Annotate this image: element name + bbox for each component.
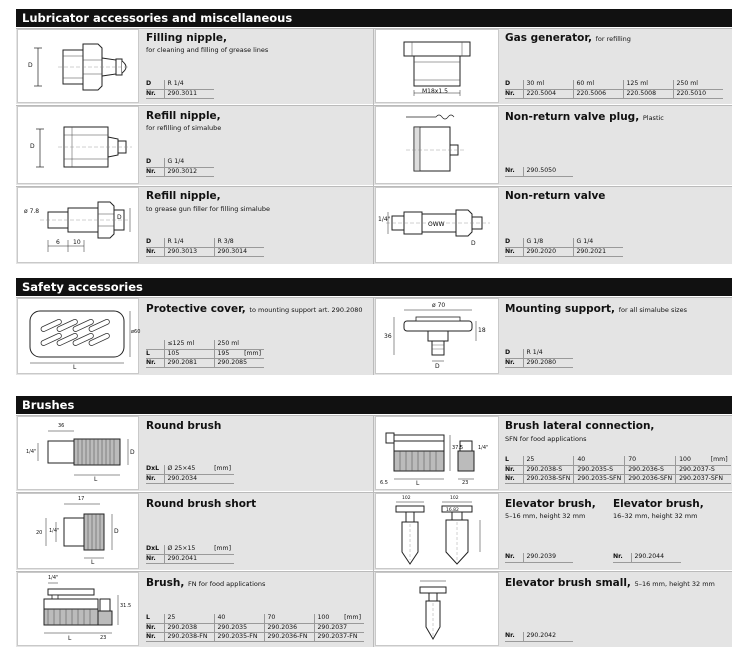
dim-14-label: 1/4" bbox=[48, 575, 59, 581]
non-return-valve-table: D G 1/8 G 1/4 Nr. 290.2020 290.2021 bbox=[505, 238, 623, 257]
dim-6-label: 6 bbox=[56, 239, 60, 246]
round-brush-drawing bbox=[17, 416, 139, 490]
brush-fn-drawing bbox=[17, 572, 139, 646]
round-brush-table: DxL Ø 25×45 [mm] Nr. 290.2034 bbox=[146, 465, 234, 484]
non-return-valve-title: Non-return valve bbox=[505, 190, 606, 202]
dim-20-label: 20 bbox=[36, 530, 43, 536]
non-return-valve-drawing bbox=[375, 187, 499, 263]
gas-generator-title: Gas generator, for refilling bbox=[505, 32, 631, 44]
filling-nipple-table: D R 1/4 Nr. 290.3011 bbox=[146, 80, 214, 99]
dim-14-label: 1/4" bbox=[478, 445, 489, 451]
dim-thread-label: M18x1.5 bbox=[422, 88, 448, 95]
dim-65-label: 6.5 bbox=[380, 480, 388, 486]
round-brush-short-drawing bbox=[17, 493, 139, 569]
elevator-brush-drawing bbox=[375, 493, 499, 569]
gas-generator-drawing bbox=[375, 29, 499, 103]
non-return-plug-drawing bbox=[375, 106, 499, 184]
brush-lateral-drawing bbox=[375, 416, 499, 490]
dim-phi70-label: ø 70 bbox=[432, 302, 446, 309]
dim-l-label: L bbox=[416, 480, 420, 487]
non-return-plug-title: Non-return valve plug, Plastic bbox=[505, 111, 664, 123]
brush-lateral-desc: SFN for food applications bbox=[505, 435, 587, 443]
dim-d-label: D bbox=[435, 363, 440, 370]
elevator-brush-1-desc: 5–16 mm, height 32 mm bbox=[505, 512, 586, 520]
svg-text:OWW: OWW bbox=[428, 221, 445, 228]
mounting-support-title: Mounting support, for all simalube sizes bbox=[505, 303, 687, 315]
brush-fn-title: Brush, FN for food applications bbox=[146, 577, 266, 589]
dim-102a-label: 102 bbox=[402, 496, 411, 501]
dim-14-label: 1/4" bbox=[378, 216, 391, 223]
refill-nipple-grease-desc: to grease gun filler for filling simalube bbox=[146, 205, 270, 213]
elevator-brush-1-table: Nr. 290.2039 bbox=[505, 553, 573, 563]
elevator-brush-2-table: Nr. 290.2044 bbox=[613, 553, 681, 563]
filling-nipple-title: Filling nipple, bbox=[146, 32, 228, 44]
dim-36-label: 36 bbox=[58, 423, 65, 429]
dim-d-label: D bbox=[117, 214, 122, 221]
dim-h-label: ø60 bbox=[131, 329, 141, 335]
brush-fn-table: L 25 40 70 100 [mm] Nr. 290.2038 290.2035 290.2036 290.2037 Nr. 290.2038-FN 290.2035-FN 290.2036-FN 290.2037-FN bbox=[146, 614, 364, 642]
dim-23-label: 23 bbox=[100, 635, 107, 641]
dim-d-label: D bbox=[130, 449, 135, 456]
filling-nipple-desc: for cleaning and filling of grease lines bbox=[146, 46, 269, 54]
dim-36-label: 36 bbox=[384, 333, 392, 340]
dim-l-label: L bbox=[73, 364, 77, 371]
elevator-brush-small-title: Elevator brush small, 5–16 mm, height 32 mm bbox=[505, 577, 715, 589]
round-brush-short-table: DxL Ø 25×15 [mm] Nr. 290.2041 bbox=[146, 545, 234, 564]
protective-cover-title: Protective cover, to mounting support art. 290.2080 bbox=[146, 303, 363, 315]
dim-l-label: L bbox=[91, 559, 95, 566]
dim-d-label: D bbox=[114, 528, 119, 535]
refill-nipple-title: Refill nipple, bbox=[146, 110, 221, 122]
refill-nipple-table: D G 1/4 Nr. 290.3012 bbox=[146, 158, 214, 177]
dim-315-label: 31.5 bbox=[120, 603, 132, 609]
dim-102b-label: 102 bbox=[450, 496, 459, 501]
refill-nipple-desc: for refilling of simalube bbox=[146, 124, 222, 132]
elevator-brush-small-table: Nr. 290.2042 bbox=[505, 632, 573, 642]
dim-d-label: D bbox=[471, 240, 476, 247]
refill-nipple-grease-drawing bbox=[17, 187, 139, 263]
section-header-brushes: Brushes bbox=[16, 396, 732, 414]
dim-l-label: L bbox=[68, 635, 72, 642]
dim-14-label: 1/4" bbox=[26, 449, 37, 455]
round-brush-title: Round brush bbox=[146, 420, 222, 432]
dim-375-label: 37.5 bbox=[452, 445, 464, 451]
mounting-support-drawing bbox=[375, 298, 499, 374]
brush-lateral-title: Brush lateral connection, bbox=[505, 420, 655, 432]
elevator-brush-small-drawing bbox=[375, 572, 499, 646]
protective-cover-drawing bbox=[17, 298, 139, 374]
refill-nipple-grease-title: Refill nipple, bbox=[146, 190, 221, 202]
elevator-brush-2-desc: 16–32 mm, height 32 mm bbox=[613, 512, 698, 520]
dim-d-label: D bbox=[30, 143, 35, 150]
dim-1682-label: 16.82 bbox=[446, 508, 459, 513]
non-return-plug-table: Nr. 290.5050 bbox=[505, 167, 573, 177]
elevator-brush-1-title: Elevator brush, bbox=[505, 498, 596, 510]
dim-14-label: 1/4" bbox=[49, 528, 60, 534]
elevator-brush-2-title: Elevator brush, bbox=[613, 498, 704, 510]
dim-l-label: L bbox=[94, 476, 98, 483]
protective-cover-table: ≤125 ml 250 ml L 105 195 [mm] Nr. 290.2081 290.2085 bbox=[146, 340, 264, 368]
filling-nipple-drawing bbox=[17, 29, 139, 103]
gas-generator-table: D 30 ml 60 ml 125 ml 250 ml Nr. 220.5004 220.5006 220.5008 220.5010 bbox=[505, 80, 723, 99]
refill-nipple-grease-table: D R 1/4 R 3/8 Nr. 290.3013 290.3014 bbox=[146, 238, 264, 257]
refill-nipple-drawing bbox=[17, 106, 139, 184]
section-header-lubricator: Lubricator accessories and miscellaneous bbox=[16, 9, 732, 27]
dim-18-label: 18 bbox=[478, 327, 486, 334]
dim-23-label: 23 bbox=[462, 480, 469, 486]
round-brush-short-title: Round brush short bbox=[146, 498, 257, 510]
brush-lateral-table: L 25 40 70 100 [mm] Nr. 290.2038-S 290.2035-S 290.2036-S 290.2037-S Nr. 290.2038-SFN 290.2035-SFN 290.2036-SFN 290.2037-SFN bbox=[505, 456, 731, 484]
dim-d-label: D bbox=[28, 62, 33, 69]
dim-phi-label: ø 7.8 bbox=[24, 208, 40, 215]
mounting-support-table: D R 1/4 Nr. 290.2080 bbox=[505, 349, 573, 368]
dim-10-label: 10 bbox=[73, 239, 81, 246]
dim-17-label: 17 bbox=[78, 496, 85, 502]
section-header-safety: Safety accessories bbox=[16, 278, 732, 296]
